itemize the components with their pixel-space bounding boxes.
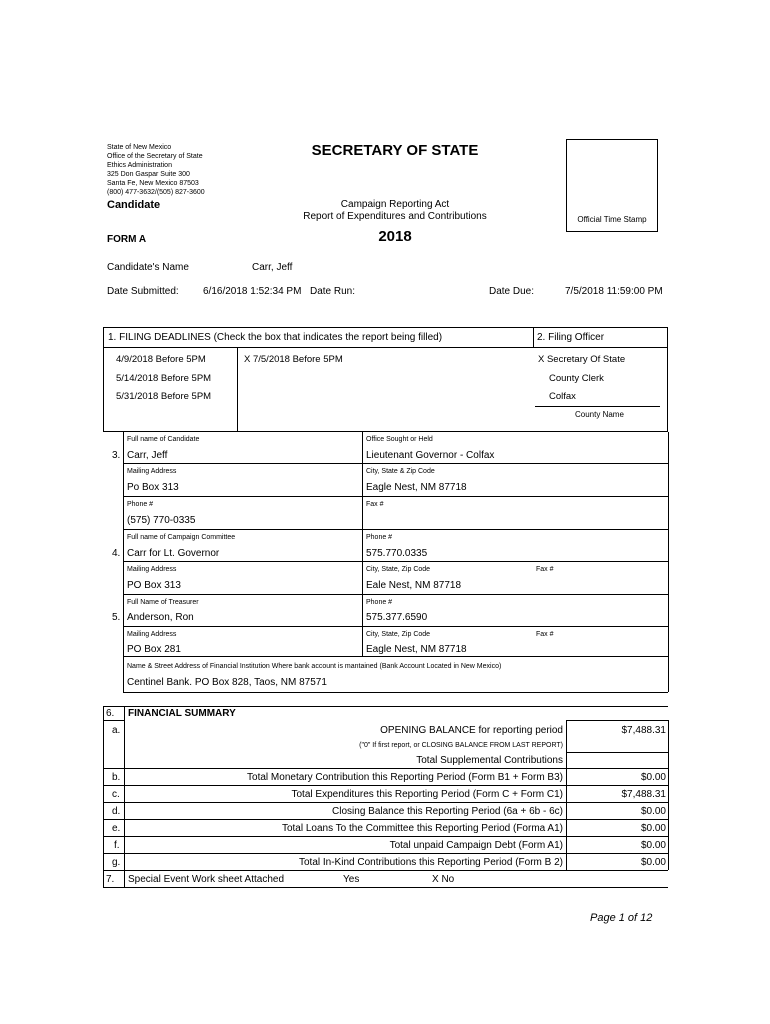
date-run-label: Date Run: [310, 286, 356, 297]
page-number: Page 1 of 12 [590, 912, 653, 924]
agency-line: Santa Fe, New Mexico 87503 [107, 180, 199, 187]
treasurer-phone: 575.377.6590 [366, 612, 428, 623]
agency-line: Ethics Administration [107, 162, 172, 169]
candidate-heading: Candidate [107, 199, 161, 211]
agency-address [107, 143, 205, 197]
summary-row-value: $0.00 [640, 772, 666, 783]
row-letter: c. [112, 789, 120, 800]
office-sought: Lieutenant Governor - Colfax [366, 450, 495, 461]
summary-row-value: $7,488.31 [621, 789, 666, 800]
treasurer-name: Anderson, Ron [127, 612, 194, 623]
treasurer-city: Eagle Nest, NM 87718 [366, 644, 467, 655]
report-year: 2018 [378, 228, 412, 245]
filing-deadlines-label: 1. FILING DEADLINES (Check the box that indicates the report being filled) [108, 332, 443, 343]
summary-row-value: $0.00 [640, 840, 666, 851]
summary-row-value: $0.00 [640, 806, 666, 817]
filing-officer-label: 2. Filing Officer [537, 332, 605, 343]
deadline-option[interactable]: 5/31/2018 Before 5PM [116, 391, 212, 402]
committee-phone: 575.770.0335 [366, 548, 428, 559]
phone-label: Phone # [127, 501, 154, 508]
summary-row-value: $0.00 [640, 857, 666, 868]
mailing-address-label: Mailing Address [127, 468, 177, 475]
agency-line: 325 Don Gaspar Suite 300 [107, 171, 190, 178]
row-letter: a. [112, 725, 121, 736]
row-letter: f. [114, 840, 120, 851]
summary-row-label: Total Loans To the Committee this Reporting Period (Forma A1) [281, 823, 563, 834]
deadline-option[interactable]: 5/14/2018 Before 5PM [116, 373, 212, 384]
supplemental-label: Total Supplemental Contributions [416, 755, 563, 766]
summary-row-label: Total In-Kind Contributions this Reporting Period (Form B 2) [298, 857, 563, 868]
candidate-fullname: Carr, Jeff [127, 450, 168, 461]
mailing-address-label: Mailing Address [127, 631, 177, 638]
page-title: SECRETARY OF STATE [311, 142, 479, 159]
summary-row-label: Total unpaid Campaign Debt (Form A1) [389, 840, 563, 851]
opening-balance-value: $7,488.31 [621, 725, 666, 736]
agency-line: State of New Mexico [107, 144, 172, 151]
candidate-name: Carr, Jeff [252, 262, 293, 273]
deadline-option[interactable]: 4/9/2018 Before 5PM [116, 354, 206, 365]
fax-label: Fax # [536, 631, 554, 638]
time-stamp-label: Official Time Stamp [577, 215, 647, 224]
report-title: Report of Expenditures and Contributions [303, 211, 487, 222]
office-label: Office Sought or Held [366, 436, 433, 443]
date-submitted: 6/16/2018 1:52:34 PM [203, 286, 302, 297]
mailing-address: Po Box 313 [127, 482, 179, 493]
special-event-label: Special Event Work sheet Attached [128, 874, 285, 885]
special-event-no-selected[interactable]: X No [432, 874, 455, 885]
city-state-zip-label: City, State & Zip Code [366, 468, 435, 475]
form-id: FORM A [107, 234, 147, 245]
deadline-option-selected[interactable]: X 7/5/2018 Before 5PM [244, 354, 343, 365]
financial-summary-title: FINANCIAL SUMMARY [128, 708, 236, 719]
fax-label: Fax # [536, 566, 554, 573]
committee-city: Eale Nest, NM 87718 [366, 580, 462, 591]
officer-option-selected[interactable]: X Secretary Of State [538, 354, 626, 365]
agency-line: (800) 477-3632/(505) 827-3600 [107, 189, 205, 196]
section-3-number: 3. [112, 450, 121, 461]
phone-label: Phone # [366, 534, 393, 541]
section-5-number: 5. [112, 612, 121, 623]
candidate-fullname-label: Full name of Candidate [127, 436, 200, 443]
fax-label: Fax # [366, 501, 384, 508]
section-7-number: 7. [106, 874, 115, 885]
bank-label: Name & Street Address of Financial Institution Where bank account is mantained (Bank Account Located in New Mexico) [127, 663, 502, 670]
city-state-zip: Eagle Nest, NM 87718 [366, 482, 467, 493]
special-event-yes[interactable]: Yes [343, 874, 360, 885]
mailing-address-label: Mailing Address [127, 566, 177, 573]
committee-name: Carr for Lt. Governor [127, 548, 220, 559]
committee-address: PO Box 313 [127, 580, 181, 591]
candidate-phone: (575) 770-0335 [127, 515, 196, 526]
county-name-label: County Name [575, 410, 624, 419]
treasurer-label: Full Name of Treasurer [127, 599, 199, 606]
opening-balance-note: ("0" If first report, or CLOSING BALANCE FROM LAST REPORT) [359, 742, 563, 749]
phone-label: Phone # [366, 599, 393, 606]
city-state-zip-label: City, State, Zip Code [366, 566, 431, 573]
bank-address: Centinel Bank. PO Box 828, Taos, NM 87571 [127, 677, 327, 688]
summary-row-value: $0.00 [640, 823, 666, 834]
summary-row-label: Total Expenditures this Reporting Period (Form C + Form C1) [291, 789, 563, 800]
row-letter: b. [112, 772, 121, 783]
agency-line: Office of the Secretary of State [107, 153, 203, 160]
summary-row-label: Closing Balance this Reporting Period (6a + 6b - 6c) [332, 806, 563, 817]
row-letter: d. [112, 806, 121, 817]
opening-balance-label: OPENING BALANCE for reporting period [380, 725, 563, 736]
date-due: 7/5/2018 11:59:00 PM [565, 286, 663, 297]
summary-row-label: Total Monetary Contribution this Reporting Period (Form B1 + Form B3) [247, 772, 563, 783]
row-letter: e. [112, 823, 121, 834]
city-state-zip-label: City, State, Zip Code [366, 631, 431, 638]
candidate-name-label: Candidate's Name [107, 262, 189, 273]
section-4-number: 4. [112, 548, 121, 559]
date-submitted-label: Date Submitted: [107, 286, 179, 297]
treasurer-address: PO Box 281 [127, 644, 181, 655]
county-name: Colfax [549, 391, 576, 402]
section-6-number: 6. [106, 708, 115, 719]
officer-option[interactable]: County Clerk [549, 373, 604, 384]
act-title: Campaign Reporting Act [340, 199, 450, 210]
row-letter: g. [112, 857, 121, 868]
date-due-label: Date Due: [489, 286, 535, 297]
committee-label: Full name of Campaign Committee [127, 534, 236, 541]
